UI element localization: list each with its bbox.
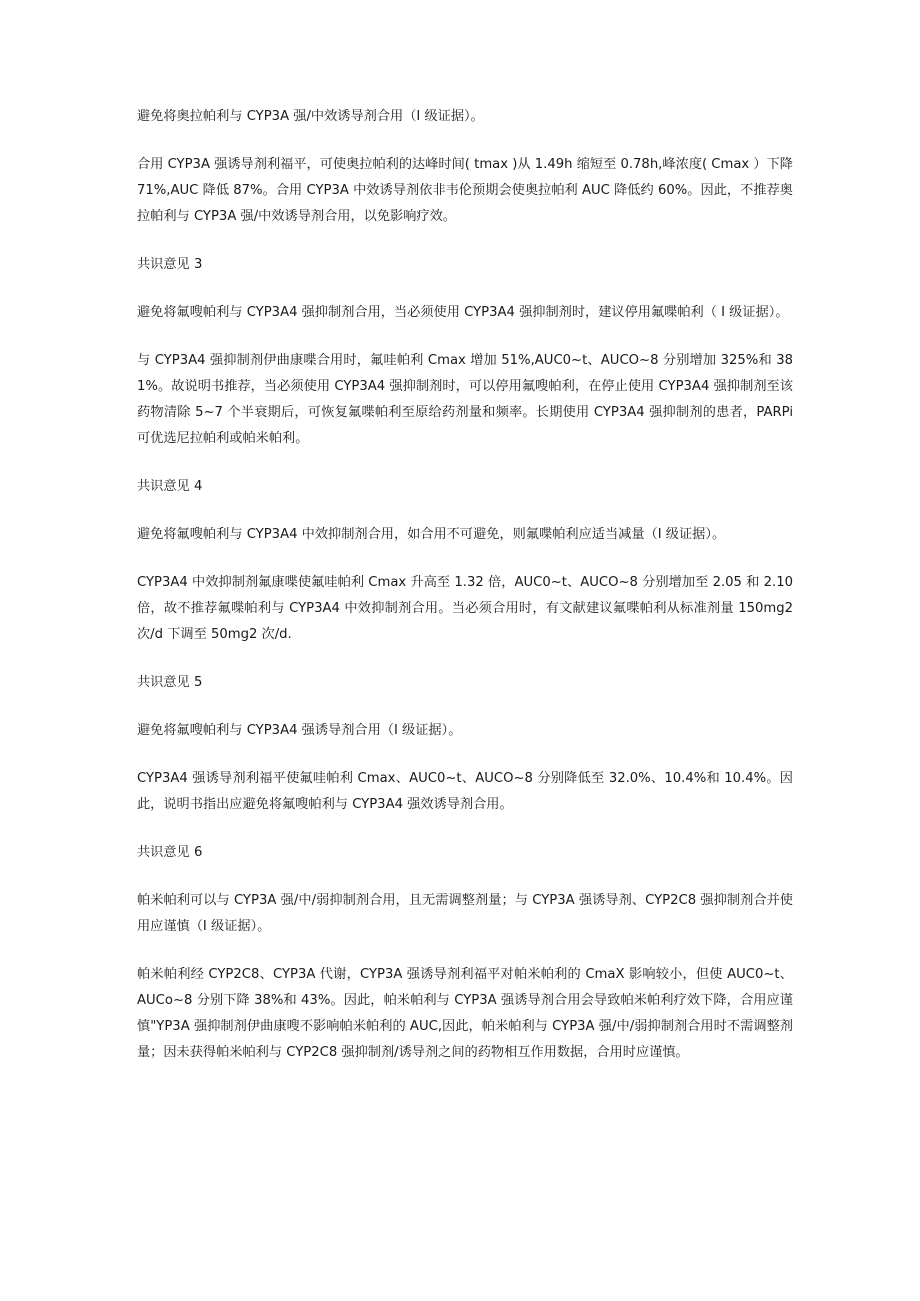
consensus-heading-6: 共识意见 6 (137, 845, 203, 860)
paragraph-itraconazole-fluzoparib: 与 CYP3A4 强抑制剂伊曲康喋合用时，氟哇帕利 Cmax 增加 51%,AUC0~t、AUCO~8 分别增加 325%和 381%。故说明书推荐，当必须使用 CYP3A4 强抑制剂时，可以停用氟嗖帕利，在停止使用 CYP3A4 强抑制剂至该药物清除 5~7 个半衰期后，可恢复氟喋帕利至原给药剂量和频率。长期使用 CYP3A4 强抑制剂的患者，PARPi 可优选尼拉帕利或帕米帕利。 (137, 353, 793, 446)
paragraph-rifampicin-fluzoparib: CYP3A4 强诱导剂利福平使氟哇帕利 Cmax、AUC0~t、AUCO~8 分别降低至 32.0%、10.4%和 10.4%。因此，说明书指出应避免将氟嗖帕利与 CYP3A4 强效诱导剂合用。 (137, 771, 793, 812)
paragraph-fluconazole-fluzoparib: CYP3A4 中效抑制剂氟康喋使氟哇帕利 Cmax 升高至 1.32 倍，AUC0~t、AUCO~8 分别增加至 2.05 和 2.10 倍，故不推荐氟喋帕利与 CYP3A4 中效抑制剂合用。当必须合用时，有文献建议氟喋帕利从标准剂量 150mg2 次/d 下调至 50mg2 次/d. (137, 575, 793, 642)
paragraph-avoid-fluzoparib-strong-inhibitors: 避免将氟嗖帕利与 CYP3A4 强抑制剂合用，当必须使用 CYP3A4 强抑制剂时，建议停用氟喋帕利（ I 级证据）。 (137, 305, 789, 320)
paragraph-avoid-fluzoparib-inducers: 避免将氟嗖帕利与 CYP3A4 强诱导剂合用（I 级证据）。 (137, 723, 462, 738)
paragraph-rifampicin-olaparib: 合用 CYP3A 强诱导剂利福平，可使奥拉帕利的达峰时间( tmax )从 1.49h 缩短至 0.78h,峰浓度( Cmax ）下降 71%,AUC 降低 87%。合用 CYP3A 中效诱导剂依非韦伦预期会使奥拉帕利 AUC 降低约 60%。因此，不推荐奥拉帕利与 CYP3A 强/中效诱导剂合用，以免影响疗效。 (137, 157, 793, 224)
paragraph-pamiparib-combination: 帕米帕利可以与 CYP3A 强/中/弱抑制剂合用，且无需调整剂量；与 CYP3A 强诱导剂、CYP2C8 强抑制剂合并使用应谨慎（I 级证据）。 (137, 893, 793, 934)
paragraph-avoid-fluzoparib-moderate-inhibitors: 避免将氟嗖帕利与 CYP3A4 中效抑制剂合用，如合用不可避免，则氟喋帕利应适当减量（I 级证据）。 (137, 527, 726, 542)
consensus-heading-3: 共识意见 3 (137, 257, 203, 272)
consensus-heading-4: 共识意见 4 (137, 479, 203, 494)
paragraph-pamiparib-metabolism: 帕米帕利经 CYP2C8、CYP3A 代谢，CYP3A 强诱导剂利福平对帕米帕利的 CmaX 影响较小，但使 AUC0~t、AUCo~8 分别下降 38%和 43%。因此，帕米帕利与 CYP3A 强诱导剂合用会导致帕米帕利疗效下降，合用应谨慎"YP3A 强抑制剂伊曲康嗖不影响帕米帕利的 AUC,因此，帕米帕利与 CYP3A 强/中/弱抑制剂合用时不需调整剂量；因未获得帕米帕利与 CYP2C8 强抑制剂/诱导剂之间的药物相互作用数据，合用时应谨慎。 (137, 967, 793, 1060)
paragraph-avoid-olaparib-inducers: 避免将奥拉帕利与 CYP3A 强/中效诱导剂合用（I 级证据）。 (137, 109, 484, 124)
document-page (137, 104, 793, 1088)
consensus-heading-5: 共识意见 5 (137, 675, 203, 690)
